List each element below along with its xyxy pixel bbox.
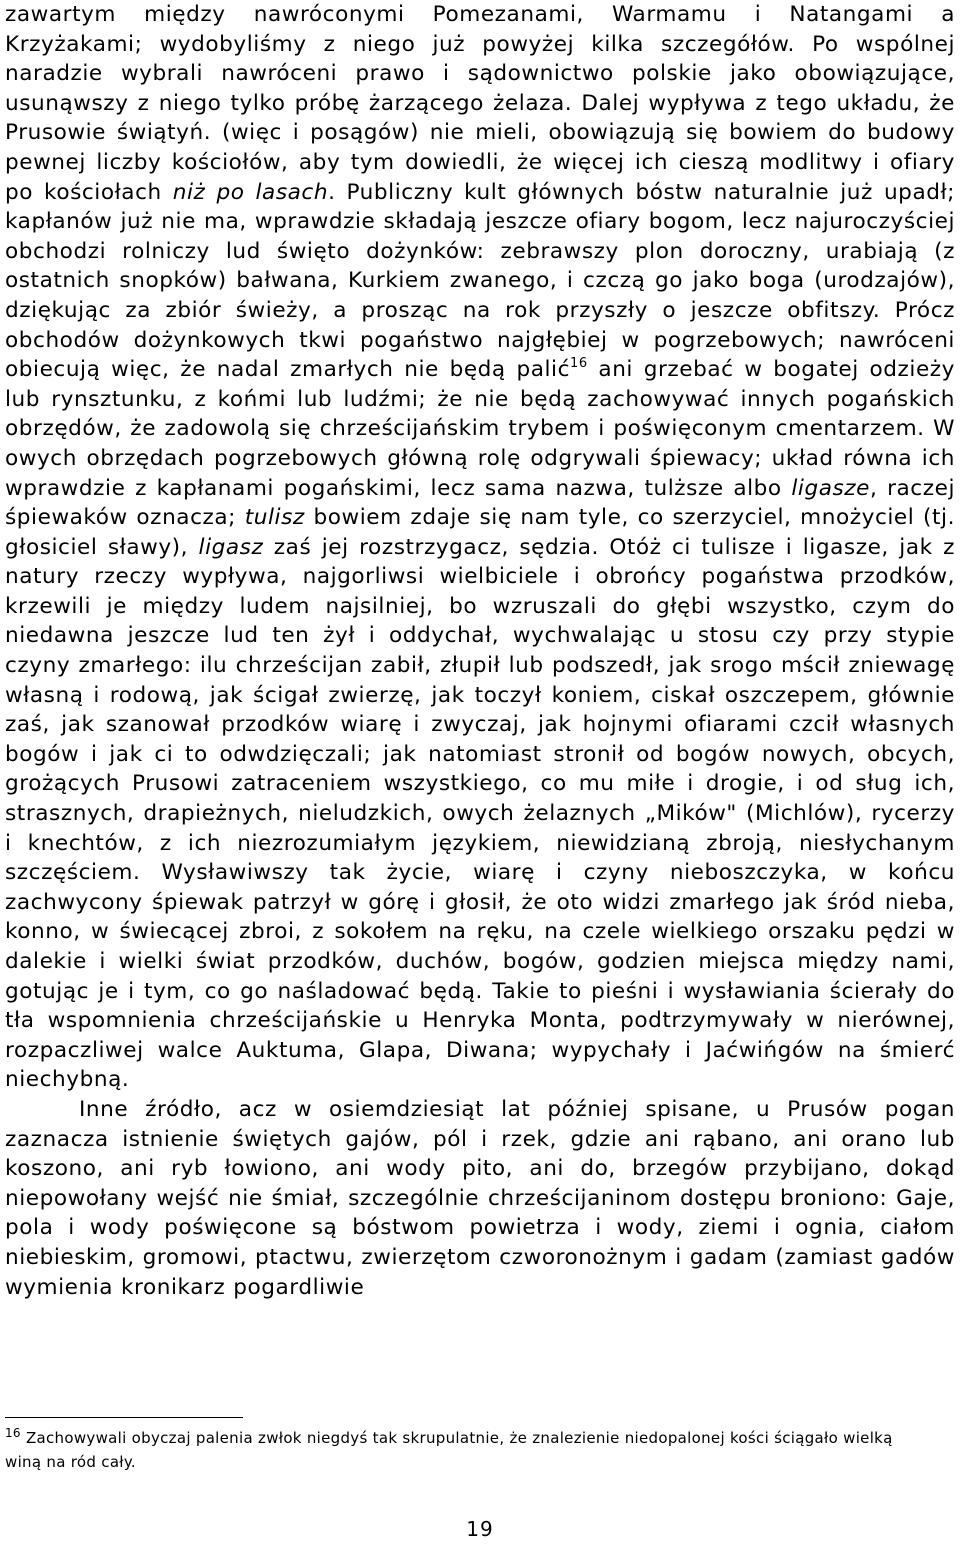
paragraph-1-text-c: ani grzebać w bogatej odzieży lub rynsztunku, z końmi lub ludźmi; że nie będą zachowywać innych pogańskich obrzędów, że zadowolą się chrześcijańskim trybem i poświęconym cmentarzem. W owych obrzędach pogrzebowych główną rolę odgrywali śpiewacy; układ równa ich wprawdzie z kapłanami pogańskimi, lecz sama nazwa, tulższe albo bbox=[5, 357, 955, 501]
paragraph-1-text-a: zawartym między nawróconymi Pomezanami, Warmamu i Natangami a Krzyżakami; wydobyliśmy z niego już powyżej kilka szczegółów. Po wspólnej naradzie wybrali nawróceni prawo i sądownictwo polskie jako obowiązujące, usunąwszy z niego tylko próbę żarzącego żelaza. Dalej wypływa z tego układu, że Prusowie świątyń. (więc i posągów) nie mieli, obowiązują się bowiem do budowy pewnej liczby kościołów, aby tym dowiedli, że więcej ich cieszą modlitwy i ofiary po kościołach bbox=[5, 2, 955, 205]
footnote bbox=[5, 1426, 910, 1474]
italic-term-ligasze: ligasze bbox=[791, 475, 871, 501]
footnote-number: 16 bbox=[5, 1426, 21, 1440]
paragraph-1-text-f: zaś jej rozstrzygacz, sędzia. Otóż ci tulisze i ligasze, jak z natury rzeczy wypływa, najgorliwsi wielbiciele i obrońcy pogaństwa przodków, krzewili je między ludem najsilniej, bo wzruszali do głębi wszystko, czym do niedawna jeszcze lud ten żył i oddychał, wychwalając u stosu czy przy stypie czyny zmarłego: ilu chrześcijan zabił, złupił lub podszedł, jak srogo mścił zniewagę własną i rodową, jak ścigał zwierzę, jak toczył koniem, ciskał oszczepem, głównie zaś, jak szanował przodków wiarę i zwyczaj, jak hojnymi ofiarami czcił własnych bogów i jak ci to odwdzięczali; jak natomiast stronił od bogów nowych, obcych, grożących Prusowi zatraceniem wszystkiego, co mu miłe i drogie, i od sług ich, strasznych, drapieżnych, nieludzkich, owych żelaznych „Mików" (Michlów), rycerzy i knechtów, z ich niezrozumiałym językiem, niewidzianą zbroją, niesłychanym szczęściem. Wysławiwszy tak życie, wiarę i czyny nieboszczyka, w końcu zachwycony śpiewak patrzył w górę i głosił, że oto widzi zmarłego jak śród nieba, konno, w świecącej zbroi, z sokołem na ręku, na czele wielkiego orszaku pędzi w dalekie i wielki świat przodków, duchów, bogów, godzien miejsca między nami, gotując je i tym, co go naśladować będą. Takie to pieśni i wysławiania ścierały do tła wspomnienia chrześcijańskie u Henryka Monta, podtrzymywały w nierównej, rozpaczliwej walce Auktuma, Glapa, Diwana; wypychały i Jaćwińgów na śmierć niechybną. bbox=[5, 534, 955, 1093]
paragraph-1 bbox=[5, 0, 955, 1095]
italic-term-tulisz: tulisz bbox=[244, 505, 305, 531]
footnote-reference[interactable]: 16 bbox=[570, 356, 588, 372]
italic-term-ligasz: ligasz bbox=[198, 534, 264, 560]
footnote-text: Zachowywali obyczaj palenia zwłok niegdyś tak skrupulatnie, że znalezienie niedopalonej kości ściągało wielką winą na ród cały. bbox=[5, 1429, 893, 1471]
italic-phrase-niz-po-lasach: niż po lasach bbox=[172, 179, 329, 205]
paragraph-1-text-d: , raczej śpiewaków oznacza; bbox=[5, 475, 955, 531]
page-number: 19 bbox=[466, 1517, 494, 1541]
paragraph-1-text-b: . Publiczny kult głównych bóstw naturalnie już upadł; kapłanów już nie ma, wprawdzie składają jeszcze ofiary bogom, lecz najuroczyściej obchodzi rolniczy lud święto dożynków: zebrawszy plon doroczny, urabiają (z ostatnich snopków) bałwana, Kurkiem zwanego, i czczą go jako boga (urodzajów), dziękując za zbiór świeży, a prosząc na rok przyszły o jeszcze obfitszy. Prócz obchodów dożynkowych tkwi pogaństwo najgłębiej w pogrzebowych; nawróceni obiecują więc, że nadal zmarłych nie będą palić bbox=[5, 179, 955, 383]
paragraph-2: Inne źródło, acz w osiemdziesiąt lat później spisane, u Prusów pogan zaznacza istnienie świętych gajów, pól i rzek, gdzie ani rąbano, ani orano lub koszono, ani ryb łowiono, ani wody pito, ani do, brzegów przybijano, dokąd niepowołany wejść nie śmiał, szczególnie chrześcijaninom dostępu broniono: Gaje, pola i wody poświęcone są bóstwom powietrza i wody, ziemi i ognia, ciałom niebieskim, gromowi, ptactwu, zwierzętom czworonożnym i gadam (zamiast gadów wymienia kronikarz pogardliwie bbox=[5, 1096, 955, 1300]
page-body bbox=[5, 0, 955, 1302]
paragraph-1-text-e: bowiem zdaje się nam tyle, co szerzyciel, mnożyciel (tj. głosiciel sławy), bbox=[5, 505, 955, 560]
footnote-separator bbox=[5, 1417, 243, 1418]
